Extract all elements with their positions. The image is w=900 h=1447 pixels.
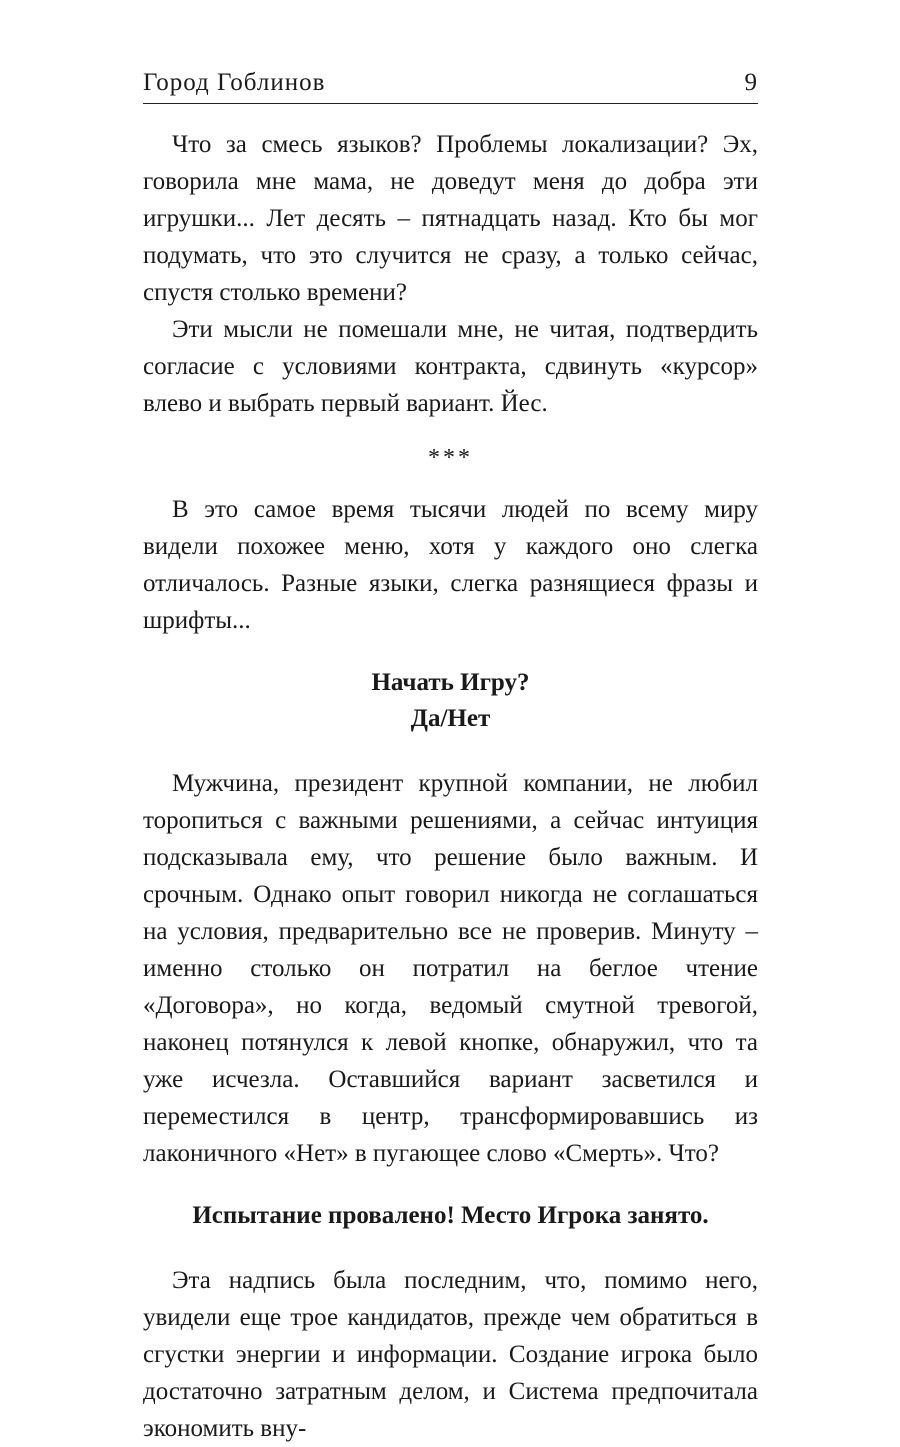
paragraph: Мужчина, президент крупной компании, не любил торопиться с важными решениями, а сейчас интуиция подсказывала ему, что решение было важным. И срочным. Однако опыт говорил никогда не соглашаться на условия, предварительно все не проверив. Минуту – именно столько он потратил на беглое чтение «Договора», но когда, ведомый смутной тревогой, наконец потянулся к левой кнопке, обнаружил, что та уже исчезла. Оставшийся вариант засветился и переместился в центр, трансформировавшись из лаконичного «Нет» в пугающее слово «Смерть». Что?: [143, 770, 758, 1167]
body-text: [143, 126, 758, 1447]
game-prompt-question: Начать Игру?: [371, 669, 530, 696]
fail-message: Испытание провалено! Место Игрока занято.: [192, 1202, 709, 1229]
running-head: [143, 66, 758, 100]
paragraph: Эта надпись была последним, что, помимо него, увидели еще трое кандидатов, прежде чем обратиться в сгустки энергии и информации. Создание игрока было достаточно затратным делом, и Система предпочитала экономить вну-: [143, 1267, 758, 1442]
header-rule: [143, 103, 758, 104]
section-separator: ***: [428, 445, 473, 471]
game-prompt-options: Да/Нет: [410, 705, 491, 732]
page-number: 9: [744, 69, 758, 96]
book-title: Город Гоблинов: [143, 69, 326, 96]
paragraph: Эти мысли не помешали мне, не читая, подтвердить согласие с условиями контракта, сдвинуть «курсор» влево и выбрать первый вариант. Йес.: [143, 316, 758, 417]
paragraph: Что за смесь языков? Проблемы локализации? Эх, говорила мне мама, не доведут меня до добра эти игрушки... Лет десять – пятнадцать назад. Кто бы мог подумать, что это случится не сразу, а только сейчас, спустя столько времени?: [143, 131, 758, 306]
paragraph: В это самое время тысячи людей по всему миру видели похожее меню, хотя у каждого оно слегка отличалось. Разные языки, слегка разнящиеся фразы и шрифты...: [143, 496, 758, 634]
game-prompt: [143, 665, 758, 737]
